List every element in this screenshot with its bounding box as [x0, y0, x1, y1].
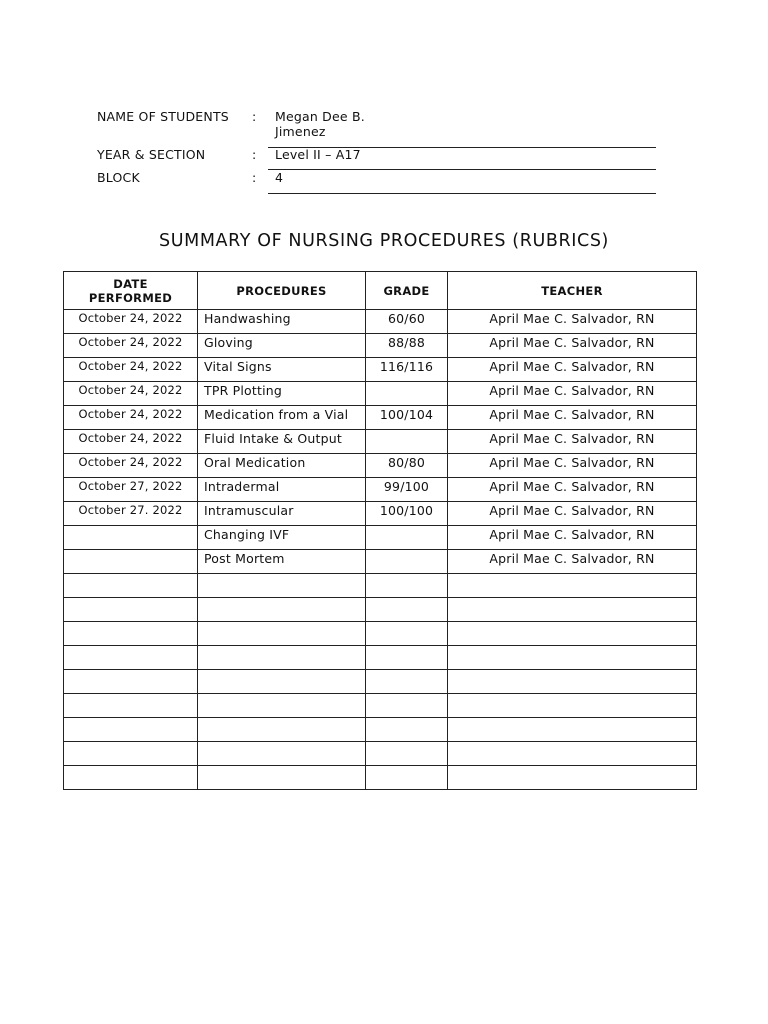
- teacher-cell: April Mae C. Salvador, RN: [448, 430, 697, 454]
- teacher-cell: April Mae C. Salvador, RN: [448, 550, 697, 574]
- name-value-line2: Jimenez: [275, 124, 326, 139]
- date-cell: October 24, 2022: [64, 430, 198, 454]
- table-body: [64, 310, 697, 790]
- procedure-cell: [198, 718, 366, 742]
- table-row: [64, 382, 697, 406]
- procedure-cell: Oral Medication: [198, 454, 366, 478]
- date-cell: October 24, 2022: [64, 358, 198, 382]
- header-date-line2: PERFORMED: [88, 290, 173, 305]
- date-cell: October 27. 2022: [64, 502, 198, 526]
- teacher-cell: [448, 646, 697, 670]
- grade-cell: [366, 574, 448, 598]
- year-section-separator: :: [252, 147, 257, 162]
- grade-cell: [366, 646, 448, 670]
- year-section-value: Level II – A17: [275, 147, 361, 162]
- grade-cell: [366, 526, 448, 550]
- block-underline: [268, 193, 656, 194]
- date-cell: October 24, 2022: [64, 406, 198, 430]
- table-row: [64, 526, 697, 550]
- name-separator: :: [252, 109, 257, 124]
- date-cell: [64, 694, 198, 718]
- teacher-cell: April Mae C. Salvador, RN: [448, 502, 697, 526]
- date-cell: October 27, 2022: [64, 478, 198, 502]
- table-row: [64, 742, 697, 766]
- teacher-cell: April Mae C. Salvador, RN: [448, 526, 697, 550]
- header-date-performed: [64, 272, 198, 310]
- date-cell: [64, 598, 198, 622]
- table-header-row: [64, 272, 697, 310]
- header-procedures: PROCEDURES: [198, 272, 366, 310]
- table-row: [64, 622, 697, 646]
- table-row: [64, 598, 697, 622]
- page-title: SUMMARY OF NURSING PROCEDURES (RUBRICS): [159, 231, 609, 251]
- block-separator: :: [252, 170, 257, 185]
- date-cell: [64, 742, 198, 766]
- date-cell: [64, 622, 198, 646]
- procedure-cell: Gloving: [198, 334, 366, 358]
- teacher-cell: [448, 694, 697, 718]
- procedure-cell: Changing IVF: [198, 526, 366, 550]
- teacher-cell: April Mae C. Salvador, RN: [448, 382, 697, 406]
- procedure-cell: Intradermal: [198, 478, 366, 502]
- table-row: [64, 766, 697, 790]
- grade-cell: [366, 622, 448, 646]
- table-row: [64, 718, 697, 742]
- teacher-cell: April Mae C. Salvador, RN: [448, 310, 697, 334]
- grade-cell: 116/116: [366, 358, 448, 382]
- table-row: [64, 646, 697, 670]
- table-row: [64, 694, 697, 718]
- header-grade: GRADE: [366, 272, 448, 310]
- grade-cell: [366, 598, 448, 622]
- grade-cell: 88/88: [366, 334, 448, 358]
- procedure-cell: [198, 574, 366, 598]
- grade-cell: 99/100: [366, 478, 448, 502]
- date-cell: October 24, 2022: [64, 334, 198, 358]
- teacher-cell: [448, 574, 697, 598]
- teacher-cell: [448, 766, 697, 790]
- teacher-cell: April Mae C. Salvador, RN: [448, 454, 697, 478]
- teacher-cell: April Mae C. Salvador, RN: [448, 478, 697, 502]
- name-label: NAME OF STUDENTS: [97, 109, 229, 124]
- date-cell: October 24, 2022: [64, 382, 198, 406]
- grade-cell: [366, 694, 448, 718]
- date-cell: [64, 574, 198, 598]
- year-section-label: YEAR & SECTION: [97, 147, 206, 162]
- grade-cell: [366, 430, 448, 454]
- date-cell: [64, 550, 198, 574]
- grade-cell: [366, 718, 448, 742]
- date-cell: [64, 526, 198, 550]
- teacher-cell: [448, 742, 697, 766]
- block-label: BLOCK: [97, 170, 140, 185]
- procedure-cell: Medication from a Vial: [198, 406, 366, 430]
- table-row: [64, 502, 697, 526]
- procedure-cell: Handwashing: [198, 310, 366, 334]
- grade-cell: 100/100: [366, 502, 448, 526]
- date-cell: October 24, 2022: [64, 310, 198, 334]
- table-row: [64, 406, 697, 430]
- date-cell: [64, 646, 198, 670]
- year-section-underline: [268, 169, 656, 170]
- teacher-cell: April Mae C. Salvador, RN: [448, 334, 697, 358]
- table-row: [64, 310, 697, 334]
- procedure-cell: [198, 598, 366, 622]
- procedure-cell: TPR Plotting: [198, 382, 366, 406]
- procedure-cell: Intramuscular: [198, 502, 366, 526]
- header-date-line1: DATE: [113, 276, 148, 291]
- grade-cell: 60/60: [366, 310, 448, 334]
- procedure-cell: [198, 670, 366, 694]
- procedures-table: [63, 271, 697, 790]
- procedure-cell: [198, 646, 366, 670]
- grade-cell: [366, 742, 448, 766]
- name-value-line1: Megan Dee B.: [275, 109, 365, 124]
- table-row: [64, 454, 697, 478]
- teacher-cell: [448, 598, 697, 622]
- table-row: [64, 430, 697, 454]
- grade-cell: 100/104: [366, 406, 448, 430]
- date-cell: [64, 718, 198, 742]
- teacher-cell: April Mae C. Salvador, RN: [448, 358, 697, 382]
- grade-cell: [366, 382, 448, 406]
- table-row: [64, 670, 697, 694]
- procedure-cell: [198, 694, 366, 718]
- teacher-cell: [448, 718, 697, 742]
- procedure-cell: [198, 742, 366, 766]
- grade-cell: [366, 670, 448, 694]
- procedure-cell: [198, 622, 366, 646]
- table-row: [64, 334, 697, 358]
- procedure-cell: Fluid Intake & Output: [198, 430, 366, 454]
- student-info-section: [0, 0, 768, 200]
- table-row: [64, 358, 697, 382]
- block-value: 4: [275, 170, 284, 185]
- teacher-cell: [448, 670, 697, 694]
- procedure-cell: [198, 766, 366, 790]
- grade-cell: 80/80: [366, 454, 448, 478]
- table-row: [64, 550, 697, 574]
- teacher-cell: [448, 622, 697, 646]
- procedure-cell: Post Mortem: [198, 550, 366, 574]
- grade-cell: [366, 550, 448, 574]
- teacher-cell: April Mae C. Salvador, RN: [448, 406, 697, 430]
- procedure-cell: Vital Signs: [198, 358, 366, 382]
- table-row: [64, 478, 697, 502]
- header-teacher: TEACHER: [448, 272, 697, 310]
- date-cell: [64, 766, 198, 790]
- table-row: [64, 574, 697, 598]
- date-cell: [64, 670, 198, 694]
- grade-cell: [366, 766, 448, 790]
- date-cell: October 24, 2022: [64, 454, 198, 478]
